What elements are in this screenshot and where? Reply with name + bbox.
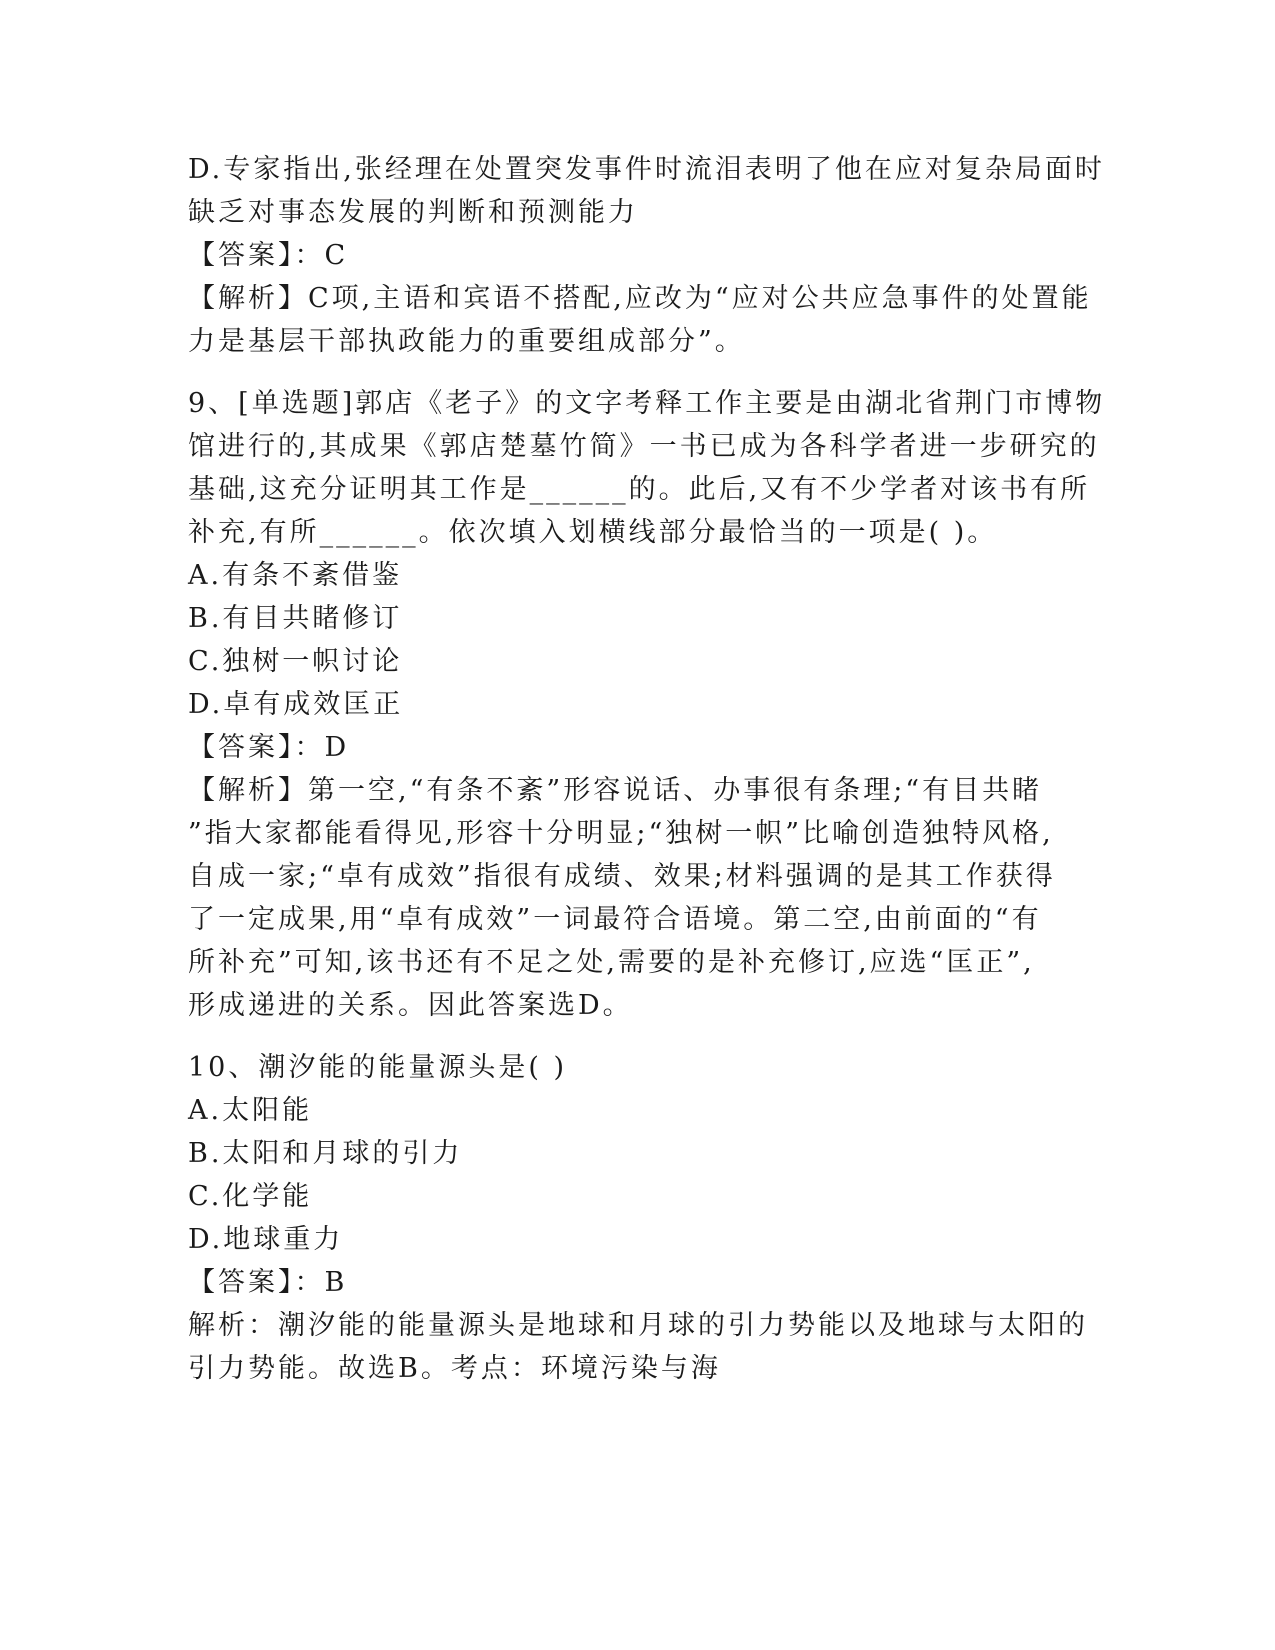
document-content xyxy=(188,148,1106,1390)
q9-option-b: B.有目共睹修订 xyxy=(188,603,403,634)
question-9-block xyxy=(188,382,1106,1027)
q10-option-a: A.太阳能 xyxy=(188,1095,313,1126)
q8-analysis-line-2: 力是基层干部执政能力的重要组成部分”。 xyxy=(188,326,745,357)
q9-analysis-line-1: 【解析】第一空,“有条不紊”形容说话、办事很有条理;“有目共睹 xyxy=(188,775,1043,806)
section-gap xyxy=(188,1027,1088,1046)
q10-analysis-line-1: 解析：潮汐能的能量源头是地球和月球的引力势能以及地球与太阳的 xyxy=(188,1310,1088,1341)
q9-analysis-line-5: 所补充”可知,该书还有不足之处,需要的是补充修订,应选“匡正”, xyxy=(188,947,1035,978)
q8-analysis-line-1: 【解析】C项,主语和宾语不搭配,应改为“应对公共应急事件的处置能 xyxy=(188,283,1092,314)
q10-option-c: C.化学能 xyxy=(188,1181,313,1212)
section-gap xyxy=(188,363,1088,382)
q9-option-a: A.有条不紊借鉴 xyxy=(188,560,403,591)
q9-stem-line-1: 9、[单选题]郭店《老子》的文字考释工作主要是由湖北省荆门市博物 xyxy=(188,388,1106,419)
q9-option-d: D.卓有成效匡正 xyxy=(188,689,404,720)
question-8-block xyxy=(188,148,1105,363)
q8-option-d-line-1: D.专家指出,张经理在处置突发事件时流泪表明了他在应对复杂局面时 xyxy=(188,154,1105,185)
q9-analysis-line-6: 形成递进的关系。因此答案选D。 xyxy=(188,990,633,1021)
q10-option-d: D.地球重力 xyxy=(188,1224,344,1255)
q8-answer: 【答案】：C xyxy=(188,240,349,271)
q9-option-c: C.独树一帜讨论 xyxy=(188,646,403,677)
q10-answer: 【答案】：B xyxy=(188,1267,348,1298)
question-10-block xyxy=(188,1046,1088,1390)
q9-stem-line-3: 基础,这充分证明其工作是______的。此后,又有不少学者对该书有所 xyxy=(188,474,1091,505)
q10-option-b: B.太阳和月球的引力 xyxy=(188,1138,463,1169)
q9-answer: 【答案】：D xyxy=(188,732,350,763)
q10-stem: 10、潮汐能的能量源头是( ) xyxy=(188,1052,568,1083)
q10-analysis-line-2: 引力势能。故选B。考点：环境污染与海 xyxy=(188,1353,721,1384)
q9-analysis-line-2: ”指大家都能看得见,形容十分明显;“独树一帜”比喻创造独特风格, xyxy=(188,818,1054,849)
q9-analysis-line-4: 了一定成果,用“卓有成效”一词最符合语境。第二空,由前面的“有 xyxy=(188,904,1042,935)
q9-stem-line-4: 补充,有所______。依次填入划横线部分最恰当的一项是( )。 xyxy=(188,517,998,548)
q9-analysis-line-3: 自成一家;“卓有成效”指很有成绩、效果;材料强调的是其工作获得 xyxy=(188,861,1056,892)
q9-stem-line-2: 馆进行的,其成果《郭店楚墓竹简》一书已成为各科学者进一步研究的 xyxy=(188,431,1100,462)
q8-option-d-line-2: 缺乏对事态发展的判断和预测能力 xyxy=(188,197,638,228)
